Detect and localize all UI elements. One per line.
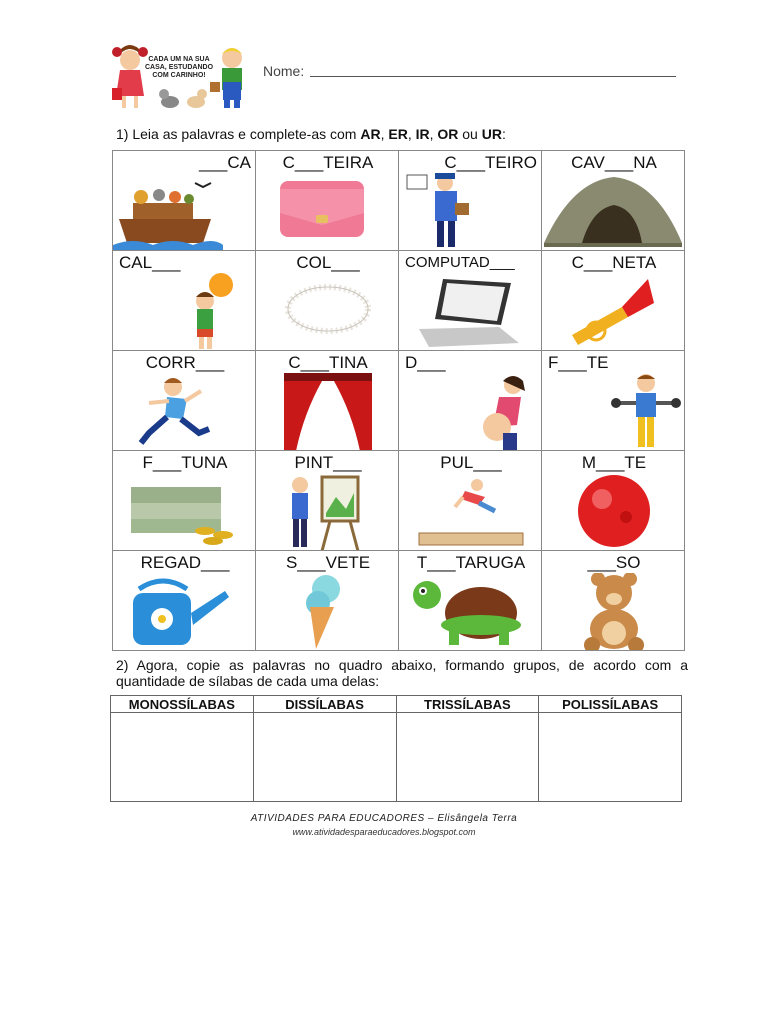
turtle-icon [399,573,542,651]
word-text: C___TEIRA [282,153,374,172]
word-cell[interactable] [399,151,542,251]
separator: , [407,126,416,142]
money-icon [113,473,256,551]
word-cell[interactable] [113,251,256,351]
footer-dash: – [424,813,438,824]
header-monossilabas: MONOSSÍLABAS [111,696,254,713]
word-text: REGAD___ [140,553,230,572]
footer-url[interactable]: www.atividadesparaeducadores.blogspot.com [292,827,476,837]
word-text: S___VETE [285,553,371,572]
option-er: ER [388,126,408,142]
syllable-table [110,695,682,802]
word-cell[interactable] [256,151,399,251]
separator: : [501,126,506,142]
word-text: COMPUTAD___ [405,254,515,271]
word-cell[interactable] [113,551,256,651]
option-ir: IR [415,126,430,142]
word-text: T___TARUGA [416,553,526,572]
answer-cell-polissilabas[interactable] [539,713,682,802]
option-or: OR [437,126,459,142]
word-cell[interactable] [399,351,542,451]
answer-cell-monossilabas[interactable] [111,713,254,802]
word-cell[interactable] [542,251,685,351]
word-text: C___TINA [288,353,368,372]
word-text: C___NETA [571,253,657,272]
word-cell[interactable] [542,551,685,651]
question-2: 2) Agora, copie as palavras no quadro abaixo, formando grupos, de acordo com a quantidade de sílabas de cada uma delas: [116,657,688,689]
painter-icon [256,473,399,551]
word-text: F___TUNA [142,453,228,472]
ark-icon [113,173,256,251]
footer-site-name: ATIVIDADES PARA EDUCADORES [250,813,425,824]
watering-can-icon [113,573,256,651]
word-text: CAV___NA [571,153,657,172]
teddy-bear-icon [542,573,685,651]
word-cell[interactable] [113,351,256,451]
pain-woman-icon [399,373,542,451]
word-text: CORR___ [145,353,225,372]
logo-slogan: CADA UM NA SUA CASA, ESTUDANDO COM CARINHO! [144,56,214,79]
cave-icon [542,173,685,251]
word-text: ___SO [587,553,641,572]
word-cell[interactable] [256,351,399,451]
name-label: Nome: [263,63,305,79]
curtain-icon [256,373,399,451]
word-text: C___TEIRO [444,153,537,172]
header-logo [110,38,260,114]
option-ar: AR [360,126,381,142]
question-1 [116,126,506,142]
red-ball-icon [542,473,685,551]
long-jump-icon [399,473,542,551]
word-cell[interactable] [399,551,542,651]
word-cell[interactable] [256,551,399,651]
separator: , [380,126,389,142]
word-cell[interactable] [256,451,399,551]
word-cell[interactable] [113,151,256,251]
running-boy-icon [113,373,256,451]
word-cell[interactable] [399,451,542,551]
word-cell[interactable] [542,451,685,551]
necklace-icon [256,273,399,351]
answer-cell-dissilabas[interactable] [253,713,396,802]
mailman-icon [399,173,542,251]
answer-cell-trissilabas[interactable] [396,713,539,802]
separator: , [429,126,438,142]
wallet-icon [256,173,399,251]
word-text: PUL___ [440,453,502,472]
question-1-prefix: 1) Leia as palavras e complete-as com [116,126,361,142]
hot-boy-sun-icon [113,273,256,351]
name-input-line[interactable] [310,76,676,77]
word-text: COL___ [296,253,360,272]
footer-credit [0,813,768,824]
word-cell[interactable] [542,351,685,451]
word-text: F___TE [548,353,609,372]
ice-cream-icon [256,573,399,651]
footer-author: Elisângela Terra [437,813,518,824]
header-polissilabas: POLISSÍLABAS [539,696,682,713]
word-cell[interactable] [256,251,399,351]
word-cell[interactable] [399,251,542,351]
word-text: PINT___ [294,453,362,472]
header-dissilabas: DISSÍLABAS [253,696,396,713]
word-text: ___CA [199,153,251,172]
word-text: CAL___ [119,253,181,272]
trumpet-icon [542,273,685,351]
header-trissilabas: TRISSÍLABAS [396,696,539,713]
laptop-icon [399,273,542,351]
word-text: M___TE [581,453,647,472]
strong-man-icon [542,373,685,451]
word-cell[interactable] [113,451,256,551]
option-ur: UR [481,126,502,142]
separator: ou [458,126,482,142]
word-text: D___ [405,353,446,372]
word-cell[interactable] [542,151,685,251]
word-grid [112,150,685,651]
